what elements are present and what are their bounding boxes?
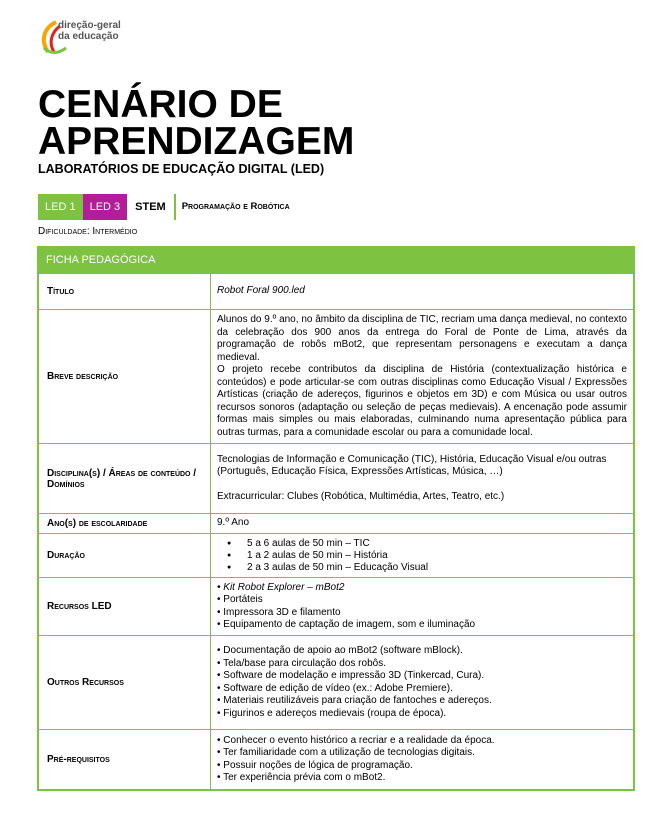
logo-text <box>58 20 121 42</box>
prereq-label: Pré-requisitos <box>39 730 211 790</box>
pedagogical-sheet <box>37 246 635 791</box>
row-recursos <box>39 578 634 636</box>
titulo-value: Robot Foral 900.led <box>211 274 634 310</box>
row-outros <box>39 636 634 730</box>
row-titulo <box>39 274 634 310</box>
recursos-item: • Impressora 3D e filamento <box>217 606 341 618</box>
sheet-table <box>38 273 634 790</box>
logo-line1: direção-geral <box>58 20 121 31</box>
row-descricao <box>39 310 634 444</box>
disciplinas-line2: Extracurricular: Clubes (Robótica, Multimédia, Artes, Teatro, etc.) <box>217 490 505 502</box>
duracao-value <box>211 534 634 578</box>
outros-item: • Software de edição de vídeo (ex.: Adobe Premiere). <box>217 682 453 694</box>
duracao-item: ● 5 a 6 aulas de 50 min – TIC <box>227 538 627 550</box>
prereq-item: • Ter familiaridade com a utilização de tecnologias digitais. <box>217 747 475 758</box>
row-duracao <box>39 534 634 578</box>
sheet-header: FICHA PEDAGÓGICA <box>38 247 634 273</box>
tag-stem: STEM <box>127 194 174 220</box>
prereq-item: • Possuir noções de lógica de programação. <box>217 759 413 771</box>
disciplinas-label: Disciplina(s) / Áreas de conteúdo / Domínios <box>39 444 211 514</box>
title-line2: APRENDIZAGEM <box>38 120 355 163</box>
outros-label: Outros Recursos <box>39 636 211 730</box>
outros-item: • Tela/base para circulação dos robôs. <box>217 657 386 669</box>
row-anos <box>39 514 634 534</box>
recursos-label: Recursos LED <box>39 578 211 636</box>
dge-logo <box>38 18 148 60</box>
row-prereq <box>39 730 634 790</box>
outros-item: • Software de modelação e impressão 3D (Tinkercad, Cura). <box>217 670 485 681</box>
tag-led3: LED 3 <box>83 194 128 220</box>
duracao-item: ● 1 a 2 aulas de 50 min – História <box>227 550 627 562</box>
anos-value: 9.º Ano <box>211 514 634 534</box>
recursos-item: • Kit Robot Explorer – mBot2 <box>217 581 345 593</box>
prereq-item: • Conhecer o evento histórico a recriar e a realidade da época. <box>217 734 495 746</box>
tag-led1: LED 1 <box>38 194 83 220</box>
outros-item: • Documentação de apoio ao mBot2 (software mBlock). <box>217 645 463 656</box>
anos-label: Ano(s) de escolaridade <box>39 514 211 534</box>
outros-item: • Figurinos e adereços medievais (roupa de época). <box>217 707 447 719</box>
outros-value <box>211 636 634 730</box>
duracao-item: ● 2 a 3 aulas de 50 min – Educação Visual <box>227 562 627 574</box>
disciplinas-line1: Tecnologias de Informação e Comunicação (TIC), História, Educação Visual e/ou outras (Português, Educação Física, Expressões Artísticas, Música, …) <box>217 453 607 478</box>
disciplinas-value <box>211 444 634 514</box>
titulo-label: Título <box>39 274 211 310</box>
prereq-item: • Ter experiência prévia com o mBot2. <box>217 772 386 783</box>
descricao-label: Breve descrição <box>39 310 211 444</box>
duracao-label: Duração <box>39 534 211 578</box>
recursos-value <box>211 578 634 636</box>
subtitle: LABORATÓRIOS DE EDUCAÇÃO DIGITAL (LED) <box>38 162 325 176</box>
recursos-item: • Portáteis <box>217 594 263 605</box>
tag-area: Programação e Robótica <box>176 194 296 220</box>
prereq-value <box>211 730 634 790</box>
difficulty-label: Dificuldade: Intermédio <box>38 226 138 237</box>
descricao-p1: Alunos do 9.º ano, no âmbito da disciplina de TIC, recriam uma dança medieval, no contexto da celebração dos 900 anos da entrega do Foral de Ponte de Lima, através da programação de robôs mBot2, que representam personagens e executam a dança medieval. <box>217 314 627 363</box>
row-disciplinas <box>39 444 634 514</box>
recursos-item: • Equipamento de captação de imagem, som e iluminação <box>217 619 476 630</box>
tag-bar <box>38 194 296 220</box>
logo-line2: da educação <box>58 31 119 42</box>
descricao-p2: O projeto recebe contributos da disciplina de História (contextualização histórica e conteúdos) e pode articular-se com outras disciplinas como Educação Visual / Expressões Artísticas (criação de adereços, figurinos e objetos em 3D) e com Música ou usar outros recursos sonoros (adaptação ou seleção de peças medievais). A encenação pode assumir formas mais simples ou mais elaboradas, culminando numa apresentação pública para outras turmas, para a comunidade escolar ou para a comunidade local. <box>217 364 627 438</box>
title-line1: CENÁRIO DE <box>38 83 283 126</box>
page-title <box>38 83 355 163</box>
outros-item: • Materiais reutilizáveis para criação de fantoches e adereços. <box>217 695 492 706</box>
descricao-value <box>211 310 634 444</box>
